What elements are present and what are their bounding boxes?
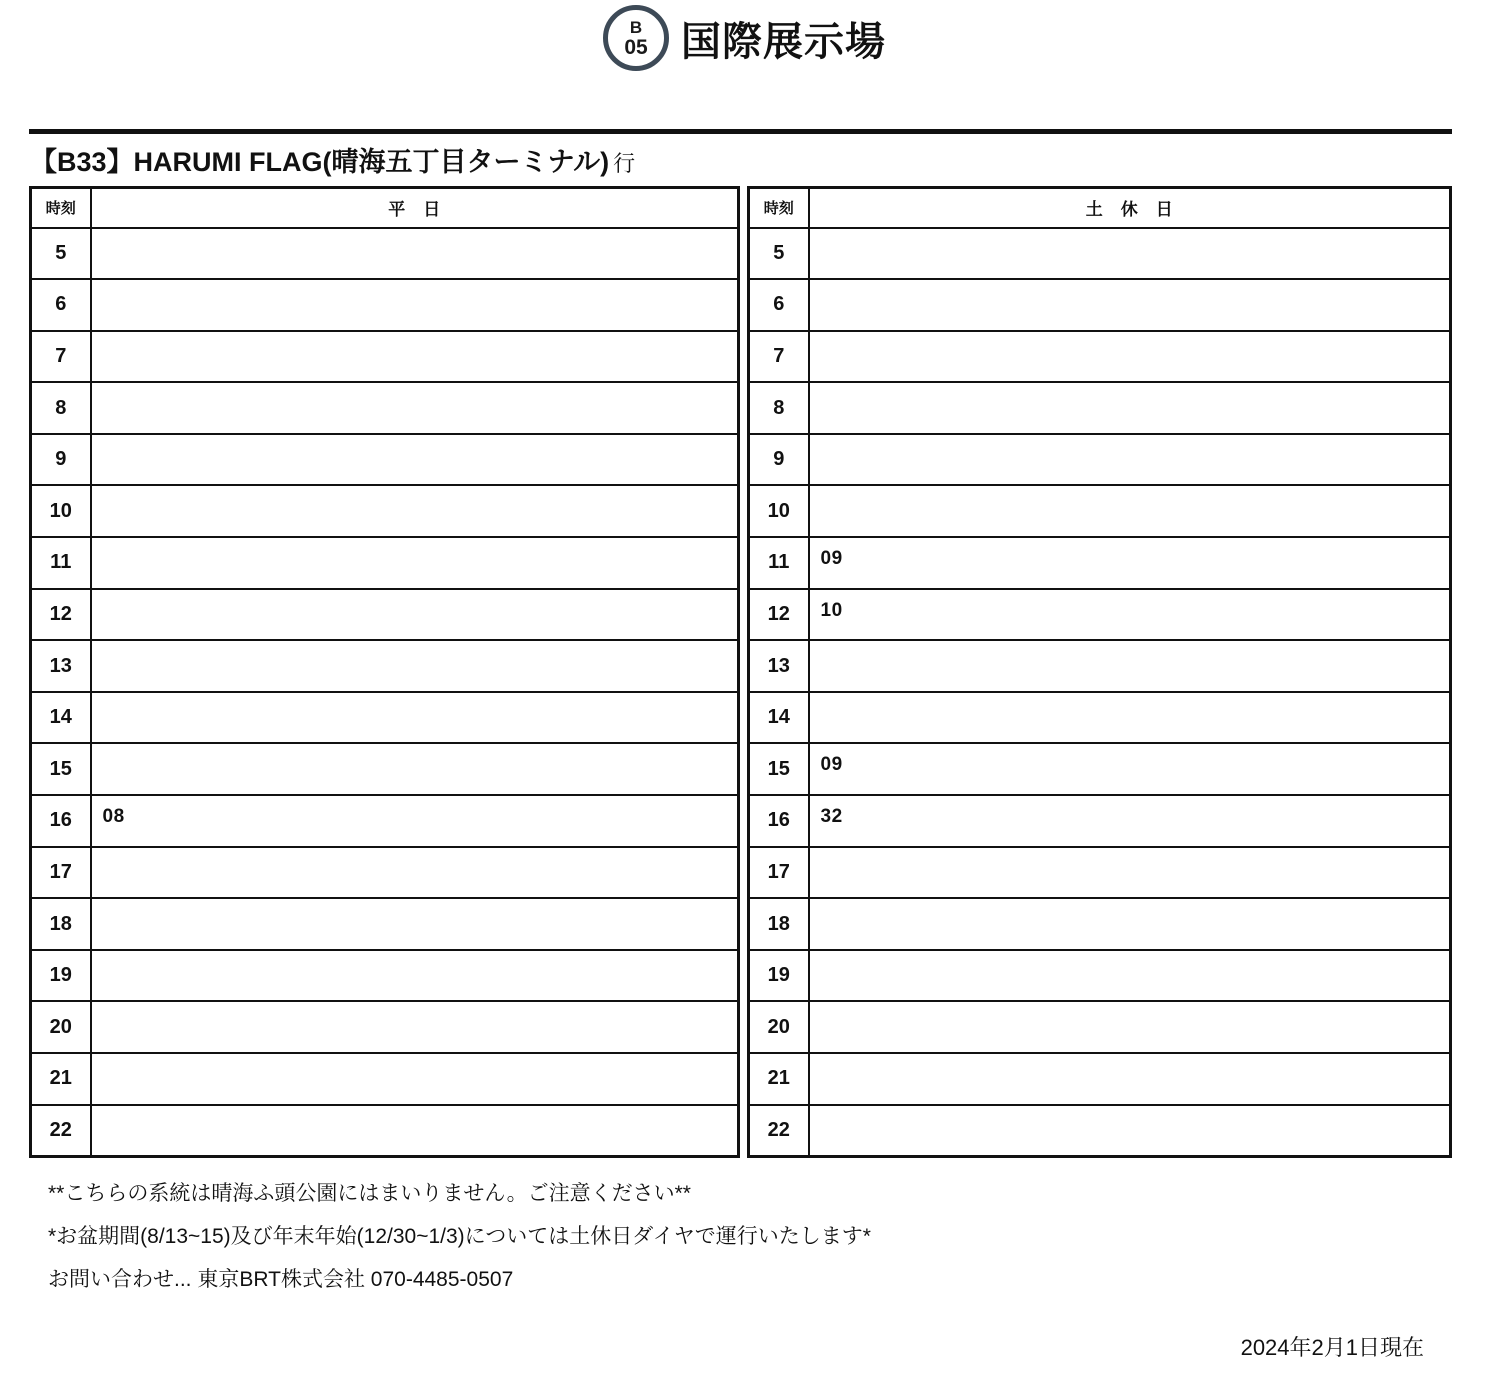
weekday-timetable — [29, 186, 740, 1158]
hour-cell: 11 — [749, 537, 809, 589]
minutes-cell: 09 — [809, 537, 1451, 589]
timetable-row — [31, 228, 739, 280]
hour-cell: 8 — [31, 382, 91, 434]
line-code: B — [629, 17, 643, 37]
timetable-row — [31, 795, 739, 847]
hour-cell: 17 — [749, 847, 809, 899]
hour-cell: 6 — [749, 279, 809, 331]
timetable-row — [31, 382, 739, 434]
route-destination: 【B33】HARUMI FLAG(晴海五丁目ターミナル) — [30, 147, 610, 177]
note-not-serving: **こちらの系統は晴海ふ頭公園にはまいりません。ご注意ください** — [48, 1182, 691, 1205]
timetable-row — [749, 382, 1451, 434]
hour-cell: 10 — [749, 485, 809, 537]
hour-cell: 22 — [749, 1105, 809, 1157]
minutes-cell — [91, 228, 739, 280]
timetable-row — [749, 898, 1451, 950]
timetable-row — [749, 847, 1451, 899]
minutes-cell — [91, 279, 739, 331]
hour-cell: 7 — [31, 331, 91, 383]
timetable-row — [31, 434, 739, 486]
hour-cell: 16 — [31, 795, 91, 847]
hour-cell: 21 — [31, 1053, 91, 1105]
minutes-cell — [809, 279, 1451, 331]
route-suffix: 行 — [613, 151, 636, 176]
timetable-row — [749, 743, 1451, 795]
note-contact: お問い合わせ... 東京BRT株式会社 070-4485-0507 — [48, 1268, 514, 1291]
route-title — [30, 140, 635, 179]
hour-cell: 6 — [31, 279, 91, 331]
hour-cell: 19 — [749, 950, 809, 1002]
holiday-timetable — [747, 186, 1452, 1158]
timetable-row — [31, 847, 739, 899]
hour-cell: 15 — [31, 743, 91, 795]
hour-cell: 11 — [31, 537, 91, 589]
hour-cell: 9 — [31, 434, 91, 486]
timetable-row — [31, 692, 739, 744]
timetable-row — [31, 640, 739, 692]
minutes-cell: 09 — [809, 743, 1451, 795]
holiday-column-header: 土休日 — [809, 188, 1451, 228]
hour-cell: 22 — [31, 1105, 91, 1157]
hour-cell: 14 — [749, 692, 809, 744]
minutes-cell — [91, 847, 739, 899]
minutes-cell — [91, 434, 739, 486]
hour-cell: 21 — [749, 1053, 809, 1105]
timetable-row — [749, 228, 1451, 280]
minutes-cell — [809, 1105, 1451, 1157]
header-divider — [29, 129, 1452, 134]
timetable-row — [749, 692, 1451, 744]
minutes-cell — [809, 434, 1451, 486]
minutes-cell — [91, 898, 739, 950]
timetable-row — [31, 331, 739, 383]
timetable-row — [749, 434, 1451, 486]
minutes-cell — [809, 228, 1451, 280]
minutes-cell — [809, 485, 1451, 537]
minutes-cell — [809, 331, 1451, 383]
hour-cell: 19 — [31, 950, 91, 1002]
hour-column-header: 時刻 — [31, 188, 91, 228]
timetable-row — [749, 1105, 1451, 1157]
timetable-row — [31, 485, 739, 537]
hour-cell: 8 — [749, 382, 809, 434]
minutes-cell — [809, 640, 1451, 692]
hour-cell: 17 — [31, 847, 91, 899]
minutes-cell: 08 — [91, 795, 739, 847]
hour-column-header: 時刻 — [749, 188, 809, 228]
minutes-cell — [91, 692, 739, 744]
hour-cell: 18 — [31, 898, 91, 950]
minutes-cell — [91, 331, 739, 383]
hour-cell: 20 — [31, 1001, 91, 1053]
hour-cell: 13 — [31, 640, 91, 692]
minutes-cell — [91, 743, 739, 795]
minutes-cell — [91, 537, 739, 589]
minutes-cell — [91, 950, 739, 1002]
station-name: 国際展示場 — [681, 19, 886, 64]
timetable-row — [31, 743, 739, 795]
timetable-row — [31, 898, 739, 950]
minutes-cell — [809, 847, 1451, 899]
minutes-cell — [809, 950, 1451, 1002]
hour-cell: 13 — [749, 640, 809, 692]
timetable-row — [749, 485, 1451, 537]
timetable-row — [749, 640, 1451, 692]
timetable-row — [31, 279, 739, 331]
minutes-cell — [91, 640, 739, 692]
minutes-cell — [91, 1001, 739, 1053]
timetable-row — [749, 279, 1451, 331]
notes — [48, 1180, 871, 1309]
timetable-row — [749, 537, 1451, 589]
minutes-cell — [91, 485, 739, 537]
timetable-row — [749, 1053, 1451, 1105]
minutes-cell: 10 — [809, 589, 1451, 641]
timetable-row — [749, 1001, 1451, 1053]
minutes-cell — [809, 1001, 1451, 1053]
hour-cell: 5 — [749, 228, 809, 280]
timetable-row — [31, 589, 739, 641]
hour-cell: 9 — [749, 434, 809, 486]
timetable-row — [31, 1053, 739, 1105]
effective-date: 2024年2月1日現在 — [1240, 1335, 1424, 1360]
timetable-row — [749, 589, 1451, 641]
station-number-badge — [603, 5, 669, 71]
minutes-cell: 32 — [809, 795, 1451, 847]
hour-cell: 10 — [31, 485, 91, 537]
minutes-cell — [809, 898, 1451, 950]
minutes-cell — [91, 1105, 739, 1157]
timetable-row — [31, 950, 739, 1002]
minutes-cell — [91, 1053, 739, 1105]
hour-cell: 7 — [749, 331, 809, 383]
minutes-cell — [91, 382, 739, 434]
timetable-row — [749, 795, 1451, 847]
hour-cell: 16 — [749, 795, 809, 847]
hour-cell: 15 — [749, 743, 809, 795]
timetable-row — [31, 1001, 739, 1053]
hour-cell: 12 — [749, 589, 809, 641]
timetable-row — [31, 537, 739, 589]
minutes-cell — [809, 1053, 1451, 1105]
station-header — [603, 4, 886, 72]
hour-cell: 14 — [31, 692, 91, 744]
note-holiday-schedule: *お盆期間(8/13~15)及び年末年始(12/30~1/3)については土休日ダイヤで運行いたします* — [48, 1225, 871, 1248]
minutes-cell — [91, 589, 739, 641]
timetable-row — [749, 331, 1451, 383]
hour-cell: 18 — [749, 898, 809, 950]
station-number: 05 — [624, 35, 648, 59]
minutes-cell — [809, 692, 1451, 744]
weekday-column-header: 平日 — [91, 188, 739, 228]
minutes-cell — [809, 382, 1451, 434]
hour-cell: 20 — [749, 1001, 809, 1053]
timetable-row — [749, 950, 1451, 1002]
hour-cell: 5 — [31, 228, 91, 280]
timetable-row — [31, 1105, 739, 1157]
hour-cell: 12 — [31, 589, 91, 641]
